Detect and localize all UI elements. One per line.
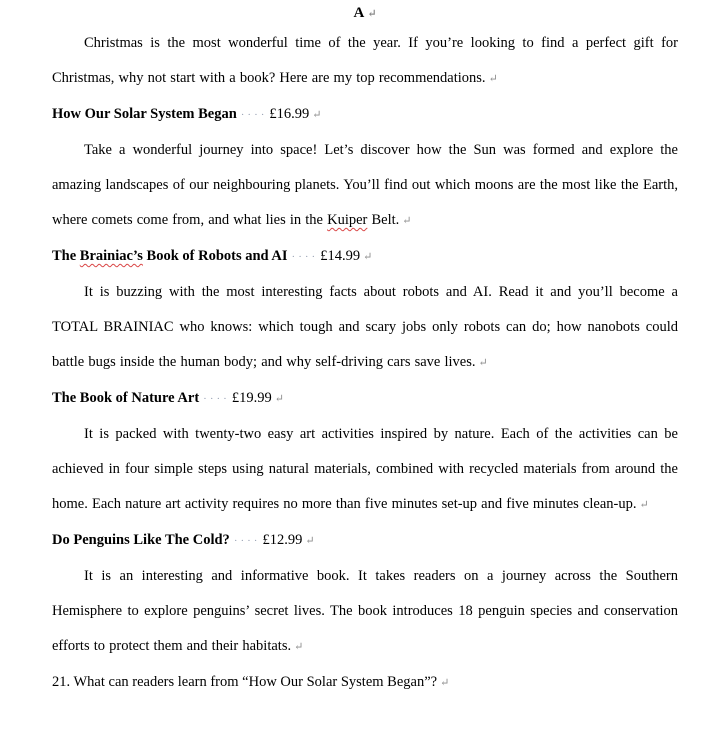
- paragraph-mark-icon: ↵: [440, 677, 450, 689]
- book-title: Do Penguins Like The Cold?: [52, 532, 230, 548]
- book-description: It is packed with twenty-two easy art activities inspired by nature. Each of the activities can be achieved in four simple steps using natural materials, combined with recycled materials from around the home. Each nature art activity requires no more than five minutes set-up and five minutes clean-up. ↵: [52, 426, 678, 512]
- document-page: [52, 0, 678, 701]
- paragraph-mark-icon: ↵: [363, 251, 373, 263]
- paragraph-mark-icon: ↵: [305, 535, 315, 547]
- book-description: It is buzzing with the most interesting facts about robots and AI. Read it and you’ll become a TOTAL BRAINIAC who knows: which tough and scary jobs only robots can do; how nanobots could battle bugs inside the human body; and why self-driving cars save lives. ↵: [52, 284, 678, 370]
- leader-dots: ····: [233, 535, 261, 547]
- paragraph-mark-icon: ↵: [274, 393, 284, 405]
- leader-dots: ····: [291, 251, 319, 263]
- section-heading: [52, 0, 678, 26]
- book-title: The Brainiac’s Book of Robots and AI: [52, 248, 288, 264]
- spellcheck-flagged-word: Brainiac’s: [79, 248, 143, 264]
- book-title-line: [52, 239, 678, 275]
- book-title-line: [52, 523, 678, 559]
- book-price: £16.99: [269, 106, 310, 122]
- book-title: How Our Solar System Began: [52, 106, 237, 122]
- book-title: The Book of Nature Art: [52, 390, 200, 406]
- question-number: 21.: [52, 674, 71, 690]
- intro-paragraph: [52, 26, 678, 97]
- question-text: What can readers learn from “How Our Solar System Began”?: [73, 674, 438, 690]
- leader-dots: ····: [240, 109, 268, 121]
- paragraph-mark-icon: ↵: [488, 73, 498, 85]
- paragraph-mark-icon: ↵: [639, 499, 649, 511]
- book-title-line: [52, 97, 678, 133]
- leader-dots: ····: [203, 393, 230, 405]
- book-price: £19.99: [231, 390, 272, 406]
- paragraph-mark-icon: ↵: [312, 109, 322, 121]
- paragraph-mark-icon: ↵: [294, 641, 304, 653]
- section-letter: A: [353, 5, 365, 21]
- paragraph-mark-icon: ↵: [402, 215, 412, 227]
- spellcheck-flagged-word: Kuiper: [327, 212, 368, 228]
- paragraph-mark-icon: ↵: [367, 8, 377, 20]
- book-price: £12.99: [262, 532, 303, 548]
- book-description: Take a wonderful journey into space! Let’s discover how the Sun was formed and explore the amazing landscapes of our neighbouring planets. You’ll find out which moons are the most like the Earth, where comets come from, and what lies in the Kuiper Belt. ↵: [52, 142, 678, 228]
- paragraph-mark-icon: ↵: [478, 357, 488, 369]
- book-description: It is an interesting and informative book. It takes readers on a journey across the Southern Hemisphere to explore penguins’ secret lives. The book introduces 18 penguin species and conservation efforts to protect them and their habitats. ↵: [52, 568, 678, 654]
- intro-text: Christmas is the most wonderful time of the year. If you’re looking to find a perfect gift for Christmas, why not start with a book? Here are my top recommendations.: [52, 35, 678, 86]
- book-price: £14.99: [320, 248, 361, 264]
- book-title-line: [52, 381, 678, 417]
- question-21: [52, 665, 678, 701]
